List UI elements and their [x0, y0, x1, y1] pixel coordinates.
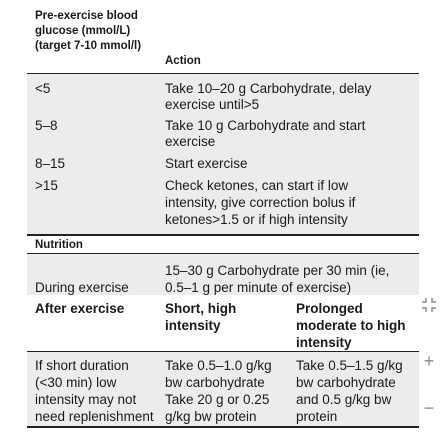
row-4-range: >15	[35, 178, 58, 193]
condition-line-1: If short duration	[35, 358, 129, 373]
row-1-action-line-2: exercise until>5	[165, 97, 260, 112]
header-rule	[27, 73, 419, 74]
nutrition-heading: Nutrition	[35, 239, 83, 251]
during-text-line-2: 0.5–1 g per minute of exercise)	[165, 280, 352, 295]
condition-line-4: need replenishment	[35, 409, 154, 424]
prolonged-line-4: protein	[296, 409, 338, 424]
prolonged-header-line-3: intensity	[296, 335, 352, 350]
row-1-range: <5	[35, 81, 51, 96]
header-col2: Action	[165, 55, 201, 67]
row-3-range: 8–15	[35, 156, 66, 171]
zoom-out-button[interactable]: −	[423, 398, 435, 418]
short-header-line-1: Short, high	[165, 301, 237, 316]
during-label: During exercise	[35, 280, 129, 295]
row-2-action-line-1: Take 10 g Carbohydrate and start	[165, 118, 366, 133]
short-header-line-2: intensity	[165, 318, 221, 333]
row-2-action-line-2: exercise	[165, 134, 216, 149]
bottom-rule	[27, 426, 419, 428]
short-line-2: bw carbohydrate	[165, 375, 265, 390]
prolonged-header-line-1: Prolonged	[296, 301, 363, 316]
row-2-range: 5–8	[35, 118, 58, 133]
header-col1-line-3: (target 7-10 mmol/l)	[35, 40, 142, 52]
prolonged-line-2: bw carbohydrate	[296, 375, 396, 390]
prolonged-line-1: Take 0.5–1.5 g/kg	[296, 358, 403, 373]
header-col1-line-1: Pre-exercise blood	[35, 10, 138, 22]
fit-screen-icon[interactable]	[418, 294, 440, 316]
zoom-in-button[interactable]: +	[423, 351, 435, 371]
prolonged-line-3: and 0.5 g/kg bw	[296, 392, 392, 407]
row-4-action-line-2: intensity, give correction bolus if	[165, 195, 356, 210]
fit-screen-icon-glyph	[421, 297, 437, 313]
section-rule	[27, 234, 419, 236]
condition-line-3: intensity may not	[35, 392, 137, 407]
short-line-1: Take 0.5–1.0 g/kg	[165, 358, 272, 373]
row-1-action-line-1: Take 10–20 g Carbohydrate, delay	[165, 81, 372, 96]
row-4-action-line-1: Check ketones, can start if low	[165, 178, 349, 193]
short-line-3: Take 20 g or 0.25	[165, 392, 270, 407]
row-4-action-line-3: ketones>1.5 or if high intensity	[165, 212, 348, 227]
after-label: After exercise	[35, 301, 125, 316]
header-col1-line-2: glucose (mmol/L)	[35, 25, 131, 37]
prolonged-header-line-2: moderate to high	[296, 318, 406, 333]
after-header-rule	[27, 351, 419, 352]
nutrition-rule	[27, 253, 419, 254]
row-3-action-line-1: Start exercise	[165, 156, 248, 171]
during-text-line-1: 15–30 g Carbohydrate per 30 min (ie,	[165, 263, 390, 278]
short-line-4: g/kg bw protein	[165, 409, 257, 424]
condition-line-2: (<30 min) low	[35, 375, 117, 390]
